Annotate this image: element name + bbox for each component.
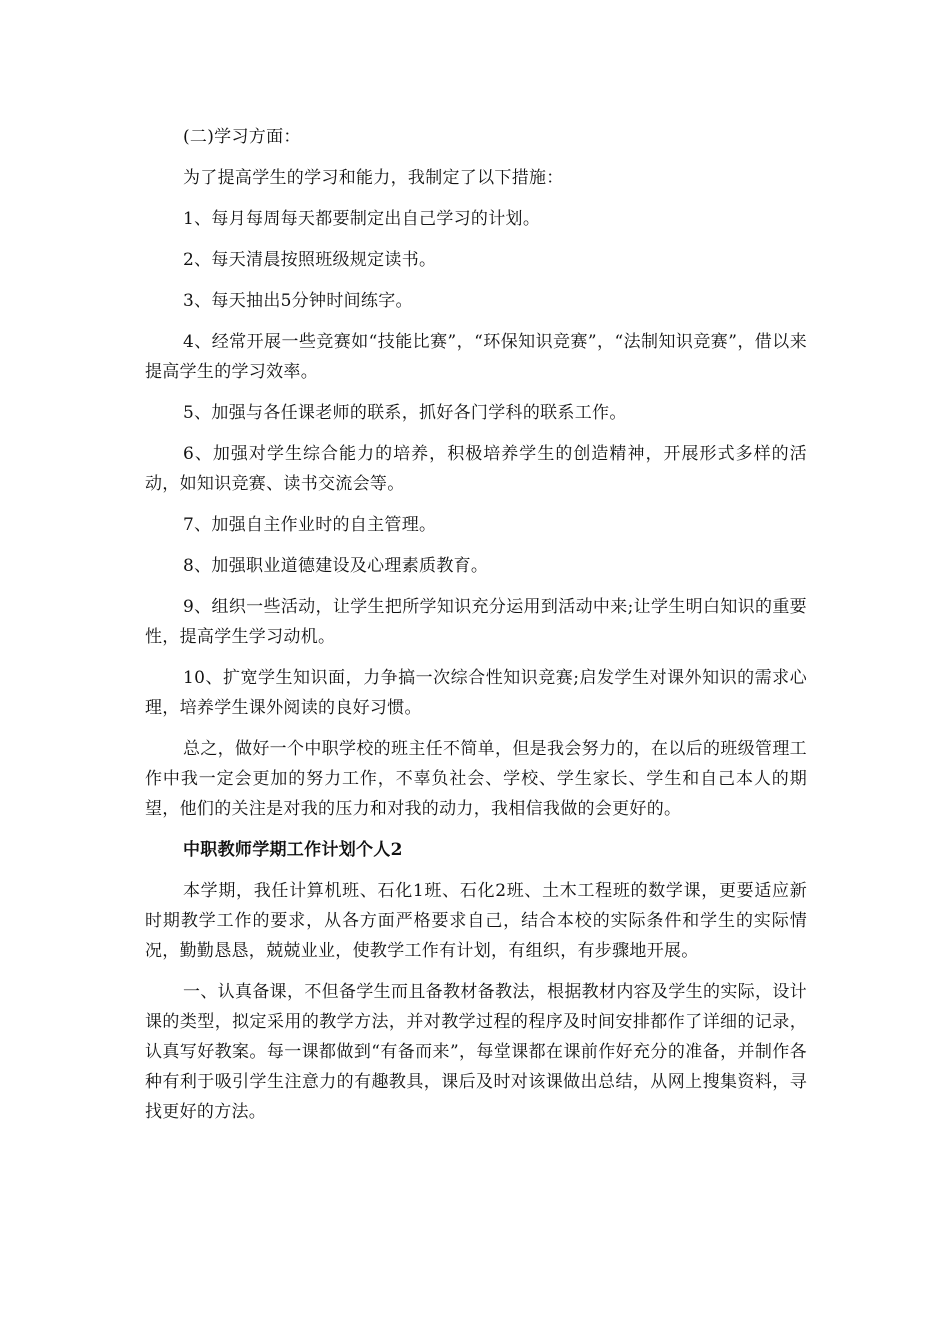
list-item-10: 10、扩宽学生知识面，力争搞一次综合性知识竞赛;启发学生对课外知识的需求心理，培养学生课外阅读的良好习惯。 — [145, 668, 807, 718]
list-item-1: 1、每月每周每天都要制定出自己学习的计划。 — [183, 209, 541, 229]
list-item-4: 4、经常开展一些竞赛如“技能比赛”，“环保知识竞赛”，“法制知识竞赛”，借以来提高学生的学习效率。 — [145, 332, 807, 382]
list-item-3: 3、每天抽出5分钟时间练字。 — [183, 291, 413, 311]
list-item-8: 8、加强职业道德建设及心理素质教育。 — [183, 556, 489, 576]
subsection-title-study: (二)学习方面： — [183, 127, 301, 147]
document-page — [145, 122, 807, 1138]
list-item-2: 2、每天清晨按照班级规定读书。 — [183, 250, 437, 270]
section-heading: 中职教师学期工作计划个人2 — [183, 840, 403, 860]
list-item-5: 5、加强与各任课老师的联系，抓好各门学科的联系工作。 — [183, 403, 627, 423]
section-point-1: 一、认真备课，不但备学生而且备教材备教法，根据教材内容及学生的实际，设计课的类型，拟定采用的教学方法，并对教学过程的程序及时间安排都作了详细的记录，认真写好教案。每一课都做到“有备而来”，每堂课都在课前作好充分的准备，并制作各种有利于吸引学生注意力的有趣教具，课后及时对该课做出总结，从网上搜集资料，寻找更好的方法。 — [145, 982, 807, 1122]
summary-paragraph: 总之，做好一个中职学校的班主任不简单，但是我会努力的，在以后的班级管理工作中我一定会更加的努力工作，不辜负社会、学校、学生家长、学生和自己本人的期望，他们的关注是对我的压力和对我的动力，我相信我做的会更好的。 — [145, 739, 807, 819]
section-intro-paragraph: 本学期，我任计算机班、石化1班、石化2班、土木工程班的数学课，更要适应新时期教学工作的要求，从各方面严格要求自己，结合本校的实际条件和学生的实际情况，勤勤恳恳，兢兢业业，使教学工作有计划，有组织，有步骤地开展。 — [145, 881, 807, 961]
list-item-9: 9、组织一些活动，让学生把所学知识充分运用到活动中来;让学生明白知识的重要性，提高学生学习动机。 — [145, 597, 807, 647]
list-item-6: 6、加强对学生综合能力的培养，积极培养学生的创造精神，开展形式多样的活动，如知识竞赛、读书交流会等。 — [145, 444, 807, 494]
intro-paragraph: 为了提高学生的学习和能力，我制定了以下措施： — [183, 168, 564, 188]
list-item-7: 7、加强自主作业时的自主管理。 — [183, 515, 437, 535]
